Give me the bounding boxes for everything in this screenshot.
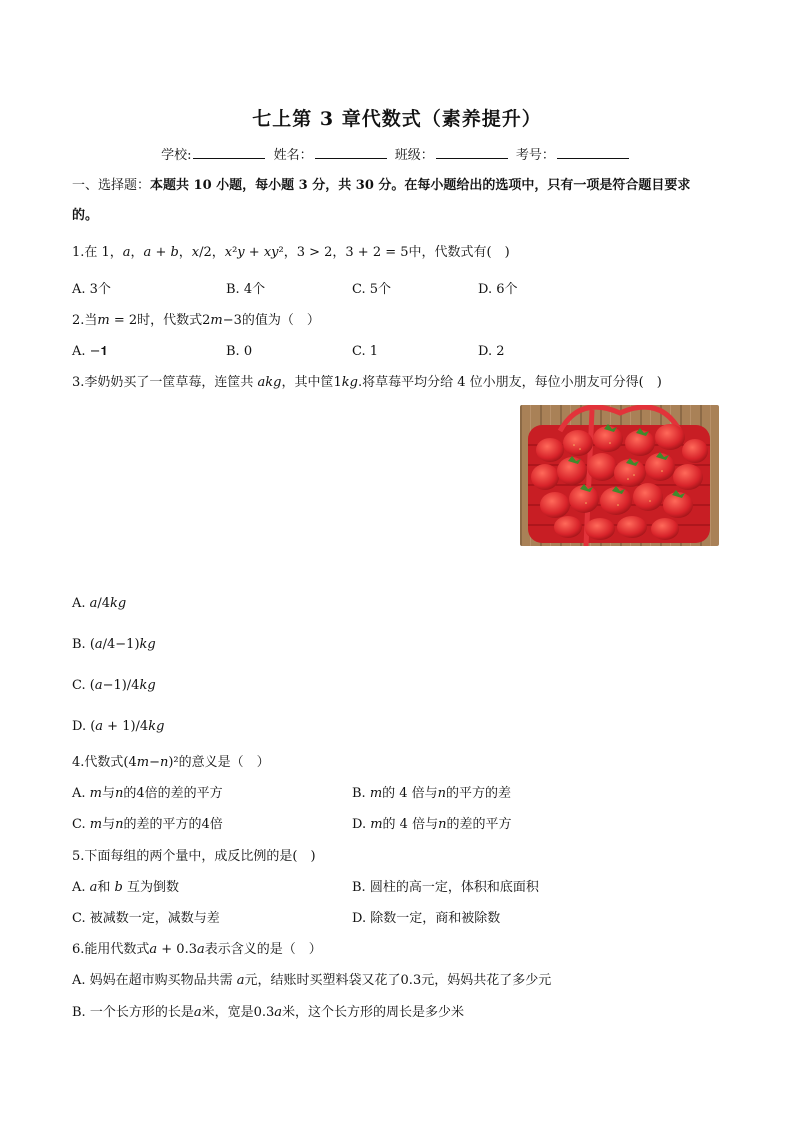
question-5-option-c[interactable]: C. 被减数一定，减数与差: [72, 911, 220, 926]
question-4-option-c[interactable]: C. 𝑚与𝑛的差的平方的4倍: [72, 817, 223, 832]
school-blank[interactable]: [193, 146, 265, 159]
question-1-option-b[interactable]: B. 4个: [226, 282, 266, 297]
question-4-option-d[interactable]: D. 𝑚的 4 倍与𝑛的差的平方: [352, 817, 512, 832]
question-4-stem: 4.代数式(4𝑚−𝑛)²的意义是（ ）: [72, 755, 270, 770]
question-5-stem: 5.下面每组的两个量中，成反比例的是( ): [72, 849, 316, 864]
page-title: 七上第 3 章代数式（素养提升）: [252, 108, 542, 130]
exam-number-blank[interactable]: [557, 146, 629, 159]
exam-number-label: 考号：: [515, 148, 555, 163]
name-label: 姓名：: [273, 148, 313, 163]
name-blank[interactable]: [315, 146, 387, 159]
question-1-option-d[interactable]: D. 6个: [478, 282, 518, 297]
section-heading: [72, 178, 690, 194]
question-4-option-b[interactable]: B. 𝑚的 4 倍与𝑛的平方的差: [352, 786, 512, 801]
section-heading-text2: 的。: [72, 208, 99, 223]
question-3-stem: 3.李奶奶买了一筐草莓，连筐共 𝑎𝑘𝑔，其中筐1𝑘𝑔.将草莓平均分给 4 位小朋友，每位小朋友可分得( ): [72, 375, 662, 390]
class-label: 班级：: [394, 148, 434, 163]
question-1-option-c[interactable]: C. 5个: [352, 282, 392, 297]
question-5-option-a[interactable]: A. 𝑎和 𝑏 互为倒数: [72, 880, 179, 895]
question-1-stem: 1.在 1，𝑎，𝑎 + 𝑏，𝑥/2，𝑥²𝑦 + 𝑥𝑦²，3 > 2，3 + 2 = 5中，代数式有( ): [72, 245, 510, 260]
question-3-option-a[interactable]: A. 𝑎/4𝑘𝑔: [72, 596, 127, 611]
question-2-option-b[interactable]: B. 0: [226, 344, 253, 359]
question-2-stem: 2.当𝑚 = 2时，代数式2𝑚−3的值为（ ）: [72, 313, 320, 328]
class-blank[interactable]: [436, 146, 508, 159]
strawberry-basket-icon: [520, 405, 719, 546]
question-3-option-d[interactable]: D. (𝑎 + 1)/4𝑘𝑔: [72, 719, 165, 734]
question-6-option-a[interactable]: A. 妈妈在超市购买物品共需 𝑎元，结账时买塑料袋又花了0.3元，妈妈共花了多少元: [72, 973, 552, 988]
section-heading-text: 本题共 10 小题，每小题 3 分，共 30 分。在每小题给出的选项中，只有一项是符合题目要求: [150, 178, 691, 193]
question-5-option-d[interactable]: D. 除数一定，商和被除数: [352, 911, 501, 926]
question-2-option-c[interactable]: C. 1: [352, 344, 379, 359]
strawberry-basket-photo: [520, 405, 719, 546]
question-3-option-c[interactable]: C. (𝑎−1)/4𝑘𝑔: [72, 678, 156, 693]
section-heading-continued: [72, 208, 98, 224]
student-info-line: [0, 144, 794, 163]
question-4-option-a[interactable]: A. 𝑚与𝑛的4倍的差的平方: [72, 786, 223, 801]
question-5-option-b[interactable]: B. 圆柱的高一定，体积和底面积: [352, 880, 539, 895]
school-label: 学校:: [161, 148, 192, 163]
question-3-option-b[interactable]: B. (𝑎/4−1)𝑘𝑔: [72, 637, 156, 652]
question-2-option-a[interactable]: A. −𝟏: [72, 344, 108, 359]
question-2-option-d[interactable]: D. 2: [478, 344, 505, 359]
question-1-option-a[interactable]: A. 3个: [72, 282, 111, 297]
question-6-option-b[interactable]: B. 一个长方形的长是𝑎米，宽是0.3𝑎米，这个长方形的周长是多少米: [72, 1005, 464, 1020]
section-heading-prefix: 一、选择题：: [72, 178, 151, 193]
question-6-stem: 6.能用代数式𝑎 + 0.3𝑎表示含义的是（ ）: [72, 942, 322, 957]
